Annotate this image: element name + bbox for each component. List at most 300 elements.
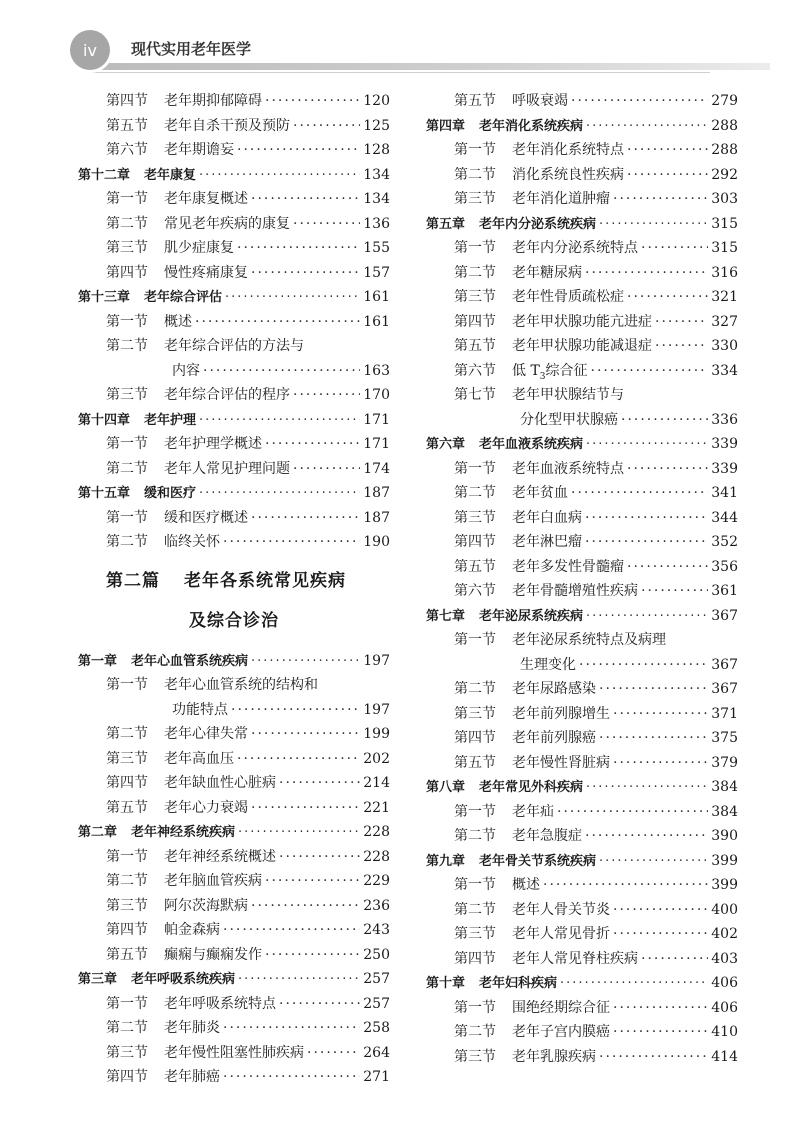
page-number: 406 <box>711 975 738 991</box>
toc-section-entry <box>78 894 390 919</box>
chapter-title: 老年消化系统疾病 <box>479 118 584 134</box>
dot-leader <box>223 530 360 555</box>
toc-section-entry <box>426 334 738 359</box>
page-number: 406 <box>711 999 738 1016</box>
page-number: 161 <box>363 313 390 330</box>
section-title: 老年心律失常 <box>164 726 248 742</box>
section-number: 第一节 <box>454 142 496 158</box>
page-number: 190 <box>363 534 390 550</box>
page-number: 243 <box>363 922 390 938</box>
toc-chapter-entry <box>426 114 738 139</box>
section-number: 第二节 <box>454 901 496 918</box>
toc-section-entry <box>78 457 390 482</box>
page-number: 214 <box>363 775 390 791</box>
toc-section-entry <box>78 383 390 408</box>
dot-leader <box>599 677 708 702</box>
page-number: 264 <box>363 1044 390 1061</box>
toc-section-entry <box>426 751 738 776</box>
toc-section-entry <box>426 898 738 923</box>
section-number: 第二节 <box>106 534 148 550</box>
page-number: 134 <box>363 166 390 183</box>
chapter-title: 老年心血管系统疾病 <box>131 653 249 669</box>
section-title: 老年心力衰竭 <box>164 799 248 816</box>
toc-chapter-entry <box>426 604 738 629</box>
section-number: 第四节 <box>454 313 496 330</box>
dot-leader <box>641 947 708 972</box>
toc-section-entry <box>426 947 738 972</box>
chapter-number: 第十五章 <box>78 486 131 501</box>
section-number: 第四节 <box>106 1069 148 1085</box>
dot-leader <box>293 383 360 408</box>
dot-leader <box>265 869 360 894</box>
section-title: 老年人常见骨折 <box>512 926 610 942</box>
section-number: 第四节 <box>106 775 148 791</box>
dot-leader <box>293 457 360 482</box>
dot-leader <box>279 992 360 1017</box>
section-title: 老年慢性阻塞性肺疾病 <box>164 1044 304 1061</box>
section-number: 第二节 <box>454 166 496 183</box>
page-number: 303 <box>711 191 738 207</box>
section-number: 第三节 <box>454 926 496 942</box>
page-number: 202 <box>363 750 390 767</box>
dot-leader <box>199 164 360 189</box>
section-number: 第二节 <box>106 726 148 742</box>
dot-leader <box>599 213 708 238</box>
section-number: 第五节 <box>454 754 496 771</box>
section-number: 第四节 <box>106 264 148 281</box>
page-number: 197 <box>363 701 390 718</box>
toc-section-entry <box>426 506 738 531</box>
section-number: 第五节 <box>454 338 496 354</box>
part-title-line2: 及综合诊治 <box>189 610 279 631</box>
page-number: 336 <box>711 411 738 428</box>
chapter-title: 老年康复 <box>144 167 197 183</box>
page-number: 330 <box>711 338 738 354</box>
chapter-title: 老年神经系统疾病 <box>131 825 236 840</box>
section-number: 第一节 <box>106 677 148 693</box>
page-number: 134 <box>363 191 390 207</box>
page-number: 171 <box>363 436 390 452</box>
page-number: 327 <box>711 313 738 330</box>
page-number: 352 <box>711 534 738 550</box>
page-number: 400 <box>711 901 738 918</box>
header-rule <box>90 63 770 70</box>
section-title: 慢性疼痛康复 <box>164 264 248 281</box>
chapter-number: 第七章 <box>426 608 466 624</box>
dot-leader <box>231 698 360 723</box>
dot-leader <box>599 850 708 875</box>
dot-leader <box>251 506 360 531</box>
chapter-title: 老年妇科疾病 <box>479 976 558 991</box>
section-number: 第一节 <box>454 877 496 893</box>
page-number: 236 <box>363 897 390 914</box>
section-title: 老年肺炎 <box>164 1020 220 1036</box>
page-number: 271 <box>363 1069 390 1085</box>
section-title-continued: 功能特点 <box>172 701 228 718</box>
section-title: 老年肺癌 <box>164 1069 220 1085</box>
section-number: 第二节 <box>106 873 148 889</box>
toc-chapter-entry <box>426 775 738 800</box>
toc-chapter-entry <box>426 432 738 457</box>
section-number: 第二节 <box>454 264 496 281</box>
page-number: 390 <box>711 828 738 844</box>
section-number: 第七节 <box>454 387 496 403</box>
page-number: 379 <box>711 754 738 771</box>
dot-leader <box>199 409 360 434</box>
subscript: 3 <box>539 371 546 382</box>
page-number: 197 <box>363 652 390 669</box>
page-number: 339 <box>711 460 738 477</box>
page-number: 367 <box>711 656 738 673</box>
dot-leader <box>571 89 708 114</box>
section-number: 第三节 <box>106 897 148 914</box>
toc-chapter-entry <box>426 849 738 874</box>
section-title: 老年神经系统概述 <box>164 848 276 865</box>
section-title: 老年综合评估的程序 <box>164 387 290 403</box>
toc-section-entry <box>426 800 738 825</box>
section-title: 老年内分泌系统特点 <box>512 240 638 256</box>
page-number: 120 <box>363 93 390 109</box>
section-title: 老年人骨关节炎 <box>512 901 610 918</box>
toc-section-entry <box>78 943 390 968</box>
chapter-number: 第九章 <box>426 853 466 869</box>
toc-list-left-bottom <box>78 649 390 1090</box>
page-number: 399 <box>711 852 738 869</box>
toc-chapter-entry <box>78 285 390 310</box>
section-title: 老年乳腺疾病 <box>512 1048 596 1065</box>
dot-leader <box>621 408 708 433</box>
section-number: 第三节 <box>454 705 496 722</box>
dot-leader <box>251 894 360 919</box>
dot-leader <box>557 800 708 825</box>
page-number-badge: iv <box>70 30 110 70</box>
toc-section-entry <box>78 771 390 796</box>
section-number: 第二节 <box>454 1024 496 1040</box>
dot-leader <box>613 751 708 776</box>
toc-section-entry <box>426 996 738 1021</box>
toc-list-left-top <box>78 89 390 555</box>
toc-section-entry <box>426 138 738 163</box>
dot-leader <box>543 873 708 898</box>
dot-leader <box>223 1065 360 1090</box>
page-number: 257 <box>363 971 390 987</box>
section-number: 第一节 <box>106 191 148 207</box>
toc-section-entry <box>426 555 738 580</box>
page-number: 410 <box>711 1024 738 1040</box>
dot-leader <box>225 286 360 311</box>
page-number: 257 <box>363 995 390 1012</box>
dot-leader <box>627 285 708 310</box>
part-heading-line2 <box>78 601 390 641</box>
toc-chapter-entry <box>426 212 738 237</box>
page-header <box>0 0 800 80</box>
section-title: 概述 <box>164 313 192 330</box>
section-number: 第三节 <box>454 509 496 526</box>
toc-section-entry <box>78 796 390 821</box>
section-title: 癫痫与癫痫发作 <box>164 946 262 963</box>
section-title: 老年尿路感染 <box>512 681 596 697</box>
dot-leader <box>586 433 708 458</box>
toc-section-entry <box>78 261 390 286</box>
dot-leader <box>251 650 360 675</box>
toc-section-entry <box>78 722 390 747</box>
section-title: 老年糖尿病 <box>512 264 582 281</box>
section-title: 老年甲状腺功能亢进症 <box>512 313 652 330</box>
section-number: 第二节 <box>106 460 148 477</box>
page-number: 341 <box>711 485 738 501</box>
chapter-title: 老年常见外科疾病 <box>479 780 584 795</box>
section-number: 第一节 <box>454 460 496 477</box>
toc-continuation-entry <box>426 408 738 433</box>
section-title-continued: 生理变化 <box>520 656 576 673</box>
toc-section-entry <box>78 992 390 1017</box>
chapter-title: 缓和医疗 <box>144 486 197 501</box>
section-title: 老年骨髓增殖性疾病 <box>512 583 638 599</box>
dot-leader <box>237 138 360 163</box>
page-number: 228 <box>363 824 390 840</box>
chapter-number: 第四章 <box>426 118 466 134</box>
dot-leader <box>599 726 708 751</box>
chapter-title: 老年护理 <box>144 412 197 428</box>
page-number: 361 <box>711 583 738 599</box>
dot-leader <box>307 1041 360 1066</box>
dot-leader <box>265 89 360 114</box>
section-number: 第二节 <box>106 215 148 232</box>
page-number: 161 <box>363 289 390 305</box>
title-part: 低 T <box>512 362 540 379</box>
toc-chapter-entry <box>78 967 390 992</box>
section-title: 围绝经期综合征 <box>512 999 610 1016</box>
page-number: 334 <box>711 362 738 379</box>
section-title: 老年脑血管疾病 <box>164 873 262 889</box>
dot-leader <box>251 722 360 747</box>
page-number: 315 <box>711 240 738 256</box>
section-number: 第五节 <box>106 799 148 816</box>
page-number: 157 <box>363 264 390 281</box>
toc-section-entry <box>78 1065 390 1090</box>
page-number: 187 <box>363 509 390 526</box>
section-title: 老年缺血性心脏病 <box>164 775 276 791</box>
dot-leader <box>199 482 360 507</box>
toc-section-entry <box>426 824 738 849</box>
page-number: 228 <box>363 848 390 865</box>
toc-section-entry <box>78 187 390 212</box>
page-number: 344 <box>711 509 738 526</box>
section-title: 缓和医疗概述 <box>164 509 248 526</box>
dot-leader <box>627 457 708 482</box>
toc-chapter-entry <box>78 481 390 506</box>
page-number: 288 <box>711 117 738 134</box>
dot-leader <box>627 163 708 188</box>
toc-section-entry <box>426 1045 738 1070</box>
toc-section-entry <box>426 873 738 898</box>
section-title-continued: 分化型甲状腺癌 <box>520 411 618 428</box>
toc-left-column <box>78 89 390 1090</box>
toc-section-entry <box>78 334 390 359</box>
section-title: 老年康复概述 <box>164 191 248 207</box>
toc-chapter-entry <box>78 649 390 674</box>
page-number: 136 <box>363 215 390 232</box>
book-title: 现代实用老年医学 <box>131 40 252 58</box>
section-title: 老年期谵妄 <box>164 142 234 158</box>
section-number: 第二节 <box>454 828 496 844</box>
section-number: 第五节 <box>454 93 496 109</box>
section-number: 第一节 <box>106 848 148 865</box>
dot-leader <box>655 334 708 359</box>
dot-leader <box>585 261 708 286</box>
section-title: 老年自杀干预及预防 <box>164 117 290 134</box>
toc-section-entry <box>78 236 390 261</box>
dot-leader <box>203 359 360 384</box>
dot-leader <box>591 359 709 384</box>
toc-section-entry <box>426 628 738 653</box>
toc-section-entry <box>426 89 738 114</box>
toc-section-entry <box>426 1020 738 1045</box>
section-number: 第三节 <box>106 750 148 767</box>
section-title: 老年护理学概述 <box>164 436 262 452</box>
section-number: 第一节 <box>106 436 148 452</box>
dot-leader <box>613 898 708 923</box>
chapter-number: 第十章 <box>426 976 466 991</box>
page-number: 258 <box>363 1020 390 1036</box>
section-title: 老年高血压 <box>164 750 234 767</box>
section-title: 老年急腹症 <box>512 828 582 844</box>
dot-leader <box>627 138 708 163</box>
section-number: 第六节 <box>454 362 496 379</box>
dot-leader <box>251 187 360 212</box>
page-number: 356 <box>711 558 738 575</box>
page-number: 221 <box>363 799 390 816</box>
page-number: 170 <box>363 387 390 403</box>
toc-section-entry <box>426 530 738 555</box>
section-title: 老年消化系统特点 <box>512 142 624 158</box>
chapter-title: 老年呼吸系统疾病 <box>131 972 236 987</box>
section-number: 第三节 <box>106 1044 148 1061</box>
section-title: 老年人常见护理问题 <box>164 460 290 477</box>
section-number: 第三节 <box>454 191 496 207</box>
section-title: 老年慢性肾脏病 <box>512 754 610 771</box>
chapter-title: 老年泌尿系统疾病 <box>479 608 584 624</box>
section-number: 第一节 <box>454 999 496 1016</box>
dot-leader <box>238 821 360 846</box>
section-number: 第五节 <box>454 558 496 575</box>
dot-leader <box>195 310 360 335</box>
section-title: 老年心血管系统的结构和 <box>164 677 318 693</box>
section-title: 临终关怀 <box>164 534 220 550</box>
page-number: 367 <box>711 607 738 624</box>
section-number: 第一节 <box>454 240 496 256</box>
page-number: 171 <box>363 411 390 428</box>
dot-leader <box>265 943 360 968</box>
dot-leader <box>238 968 360 993</box>
title-part: 综合征 <box>545 362 588 379</box>
dot-leader <box>293 212 360 237</box>
toc-continuation-entry <box>78 698 390 723</box>
page-number: 250 <box>363 946 390 963</box>
toc-continuation-entry <box>78 359 390 384</box>
section-number: 第四节 <box>454 730 496 746</box>
section-number: 第一节 <box>454 632 496 648</box>
toc-section-entry <box>78 1016 390 1041</box>
section-title: 老年多发性骨髓瘤 <box>512 558 624 575</box>
section-title: 老年子宫内膜癌 <box>512 1024 610 1040</box>
dot-leader <box>571 481 708 506</box>
section-number: 第一节 <box>106 313 148 330</box>
section-title: 老年前列腺增生 <box>512 705 610 722</box>
chapter-number: 第六章 <box>426 437 466 452</box>
dot-leader <box>613 702 708 727</box>
page-number: 371 <box>711 705 738 722</box>
toc-chapter-entry <box>426 971 738 996</box>
toc-section-entry <box>426 310 738 335</box>
page-number: 199 <box>363 726 390 742</box>
dot-leader <box>613 922 708 947</box>
section-title: 老年白血病 <box>512 509 582 526</box>
page-number: 174 <box>363 460 390 477</box>
toc-section-entry <box>78 747 390 772</box>
section-number: 第六节 <box>106 142 148 158</box>
toc-section-entry <box>78 114 390 139</box>
section-title: 常见老年疾病的康复 <box>164 215 290 232</box>
section-number: 第二节 <box>106 338 148 354</box>
section-title: 消化系统良性疾病 <box>512 166 624 183</box>
toc-section-entry <box>78 845 390 870</box>
toc-continuation-entry <box>426 653 738 678</box>
page-number: 229 <box>363 873 390 889</box>
toc-section-entry <box>426 579 738 604</box>
section-title: 老年贫血 <box>512 485 568 501</box>
section-title: 老年疝 <box>512 803 554 820</box>
chapter-number: 第二章 <box>78 825 118 840</box>
toc-section-entry <box>78 918 390 943</box>
page-number: 367 <box>711 681 738 697</box>
section-number: 第三节 <box>106 240 148 256</box>
toc-section-entry <box>426 383 738 408</box>
dot-leader <box>586 776 708 801</box>
part-number: 第二篇 <box>106 570 160 591</box>
page-number: 403 <box>711 950 738 967</box>
toc-chapter-entry <box>78 820 390 845</box>
dot-leader <box>237 236 360 261</box>
toc-section-entry <box>426 922 738 947</box>
dot-leader <box>585 530 708 555</box>
dot-leader <box>641 579 708 604</box>
chapter-number: 第一章 <box>78 653 118 669</box>
part-title-line1: 老年各系统常见疾病 <box>184 570 346 591</box>
dot-leader <box>251 796 360 821</box>
toc-section-entry <box>426 285 738 310</box>
dot-leader <box>223 1016 360 1041</box>
section-title: 老年前列腺癌 <box>512 730 596 746</box>
page-number: 402 <box>711 926 738 942</box>
chapter-title: 老年综合评估 <box>144 290 223 305</box>
toc-section-entry <box>78 89 390 114</box>
section-title-continued: 内容 <box>172 362 200 379</box>
toc-section-entry <box>426 702 738 727</box>
section-title: 老年甲状腺功能减退症 <box>512 338 652 354</box>
page-number: 163 <box>363 362 390 379</box>
section-title: 阿尔茨海默病 <box>164 897 248 914</box>
dot-leader <box>279 845 360 870</box>
section-title: 老年淋巴瘤 <box>512 534 582 550</box>
toc-section-entry <box>78 673 390 698</box>
section-title: 老年人常见脊柱疾病 <box>512 950 638 967</box>
toc-section-entry <box>78 1041 390 1066</box>
page-number: 384 <box>711 779 738 795</box>
chapter-title: 老年骨关节系统疾病 <box>479 853 597 869</box>
section-number: 第三节 <box>454 289 496 305</box>
toc-section-entry <box>78 506 390 531</box>
